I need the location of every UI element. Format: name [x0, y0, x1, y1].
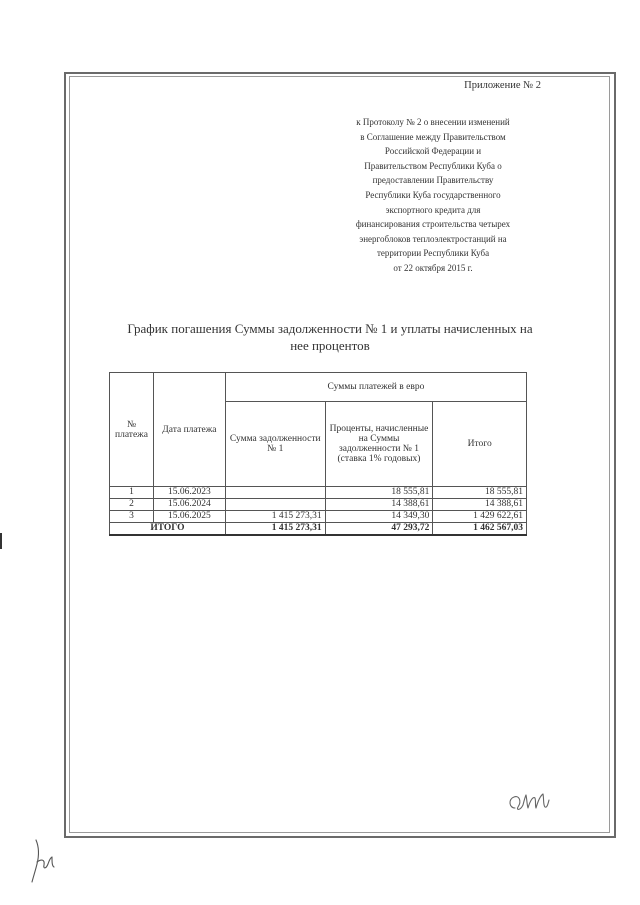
- cell-principal: [225, 487, 325, 499]
- table-total-row: [110, 523, 527, 536]
- cell-interest: 14 349,30: [325, 511, 433, 523]
- total-label: ИТОГО: [110, 523, 226, 536]
- protocol-line: в Соглашение между Правительством: [360, 131, 506, 142]
- signature-initials-right: [505, 786, 553, 820]
- header-amounts-group: Суммы платежей в евро: [225, 373, 526, 402]
- cell-interest: 18 555,81: [325, 487, 433, 499]
- appendix-label: Приложение № 2: [464, 80, 541, 91]
- header-total: Итого: [433, 402, 527, 487]
- cell-no: 2: [110, 499, 154, 511]
- cell-interest: 14 388,61: [325, 499, 433, 511]
- cell-total: 18 555,81: [433, 487, 527, 499]
- protocol-reference: [318, 115, 548, 276]
- protocol-line: Российской Федерации и: [384, 146, 482, 157]
- cell-date: 15.06.2024: [153, 499, 225, 511]
- header-payment-no: № платежа: [110, 373, 154, 487]
- payment-schedule-table: [109, 372, 527, 536]
- table-header-row: [110, 373, 527, 402]
- cell-total: 1 429 622,61: [433, 511, 527, 523]
- scan-margin-mark: [0, 533, 2, 549]
- protocol-line: предоставлении Правительству: [372, 175, 494, 186]
- cell-principal: 1 415 273,31: [225, 511, 325, 523]
- protocol-line: от 22 октября 2015 г.: [393, 262, 473, 273]
- protocol-line: финансирования строительства четырех: [355, 219, 511, 230]
- header-interest: Проценты, начисленные на Суммы задолженности № 1 (ставка 1% годовых): [325, 402, 433, 487]
- protocol-line: к Протоколу № 2 о внесении изменений: [356, 117, 510, 127]
- table-row: [110, 511, 527, 523]
- cell-date: 15.06.2023: [153, 487, 225, 499]
- table-row: [110, 487, 527, 499]
- protocol-line: Республики Куба государственного: [365, 189, 501, 200]
- total-principal: 1 415 273,31: [225, 523, 325, 536]
- signature-initials-left: [26, 838, 60, 884]
- table-row: [110, 499, 527, 511]
- cell-date: 15.06.2025: [153, 511, 225, 523]
- cell-total: 14 388,61: [433, 499, 527, 511]
- protocol-line: экспортного кредита для: [385, 204, 481, 215]
- cell-no: 1: [110, 487, 154, 499]
- document-title: [100, 320, 560, 354]
- title-line-1: График погашения Суммы задолженности № 1 и уплаты начисленных на: [127, 321, 533, 336]
- protocol-line: территории Республики Куба: [376, 248, 490, 259]
- title-line-2: нее процентов: [290, 338, 370, 353]
- header-principal: Сумма задолженности № 1: [225, 402, 325, 487]
- protocol-line: энергоблоков теплоэлектростанций на: [359, 233, 507, 244]
- cell-no: 3: [110, 511, 154, 523]
- cell-principal: [225, 499, 325, 511]
- total-sum: 1 462 567,03: [433, 523, 527, 536]
- protocol-line: Правительством Республики Куба о: [364, 160, 502, 171]
- total-interest: 47 293,72: [325, 523, 433, 536]
- header-payment-date: Дата платежа: [153, 373, 225, 487]
